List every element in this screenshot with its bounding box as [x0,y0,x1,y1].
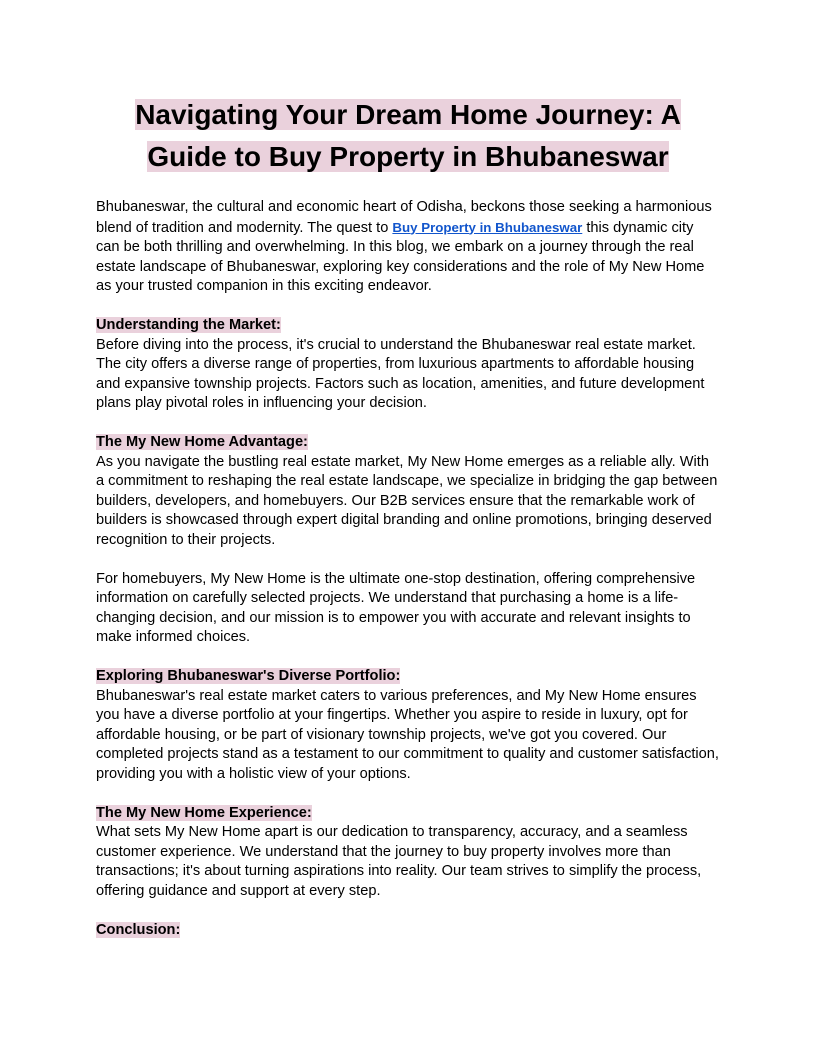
page-title [96,94,720,178]
spacer [96,297,720,317]
section-heading-experience [96,804,720,824]
section-heading-conclusion [96,921,720,941]
section-heading-label: The My New Home Experience: [96,804,312,821]
title-line-2: Guide to Buy Property in Bhubaneswar [147,141,669,172]
document-page [96,94,720,940]
spacer [96,784,720,804]
section-heading-portfolio [96,667,720,687]
spacer [96,648,720,668]
section-heading-label: Understanding the Market: [96,317,281,333]
intro-text-after-link: this dynamic city can be both thrilling and overwhelming. In this blog, we embark on a journey through the real estate landscape of Bhubaneswar, exploring key considerations and the role of My New Home as your trusted companion in this exciting endeavor. [96,219,705,294]
section-heading-label: Exploring Bhubaneswar's Diverse Portfolio: [96,668,401,684]
section-paragraph: Bhubaneswar's real estate market caters to various preferences, and My New Home ensures you have a diverse portfolio at your fingertips. Whether you aspire to reside in luxury, opt for affordable housing, or be part of visionary township projects, we've got you covered. Our completed projects stand as a testament to our commitment to quality and customer satisfaction, providing you with a holistic view of your options. [96,687,719,782]
section-heading-market [96,316,720,336]
spacer [96,414,720,434]
title-line-1: Navigating Your Dream Home Journey: A [135,99,681,130]
buy-property-link[interactable]: Buy Property in Bhubaneswar [392,219,583,235]
section-heading-label: Conclusion: [96,921,181,938]
section-heading-advantage [96,433,720,453]
section-heading-label: The My New Home Advantage: [96,434,308,450]
intro-text-before-link: Bhubaneswar, the cultural and economic heart of Odisha, beckons those seeking a harmonious blend of tradition and modernity. The quest to [96,199,712,236]
spacer [96,901,720,921]
section-paragraph: Before diving into the process, it's crucial to understand the Bhubaneswar real estate market. The city offers a diverse range of properties, from luxurious apartments to affordable housing and expansive township projects. Factors such as location, amenities, and future development plans play pivotal roles in influencing your decision. [96,336,705,411]
section-paragraph: As you navigate the bustling real estate market, My New Home emerges as a reliable ally. With a commitment to reshaping the real estate landscape, we specialize in bridging the gap between builders, developers, and homebuyers. Our B2B services ensure that the remarkable work of builders is showcased through expert digital branding and online promotions, bringing deserved recognition to their projects. [96,453,718,548]
section-paragraph: What sets My New Home apart is our dedication to transparency, accuracy, and a seamless customer experience. We understand that the journey to buy property involves more than transactions; it's about turning aspirations into reality. Our team strives to simplify the process, offering guidance and support at every step. [96,824,702,899]
section-paragraph: For homebuyers, My New Home is the ultimate one-stop destination, offering comprehensive information on carefully selected projects. We understand that purchasing a home is a life-changing decision, and our mission is to empower you with accurate and relevant insights to make informed choices. [96,570,696,645]
spacer [96,550,720,570]
intro-paragraph [96,198,720,297]
